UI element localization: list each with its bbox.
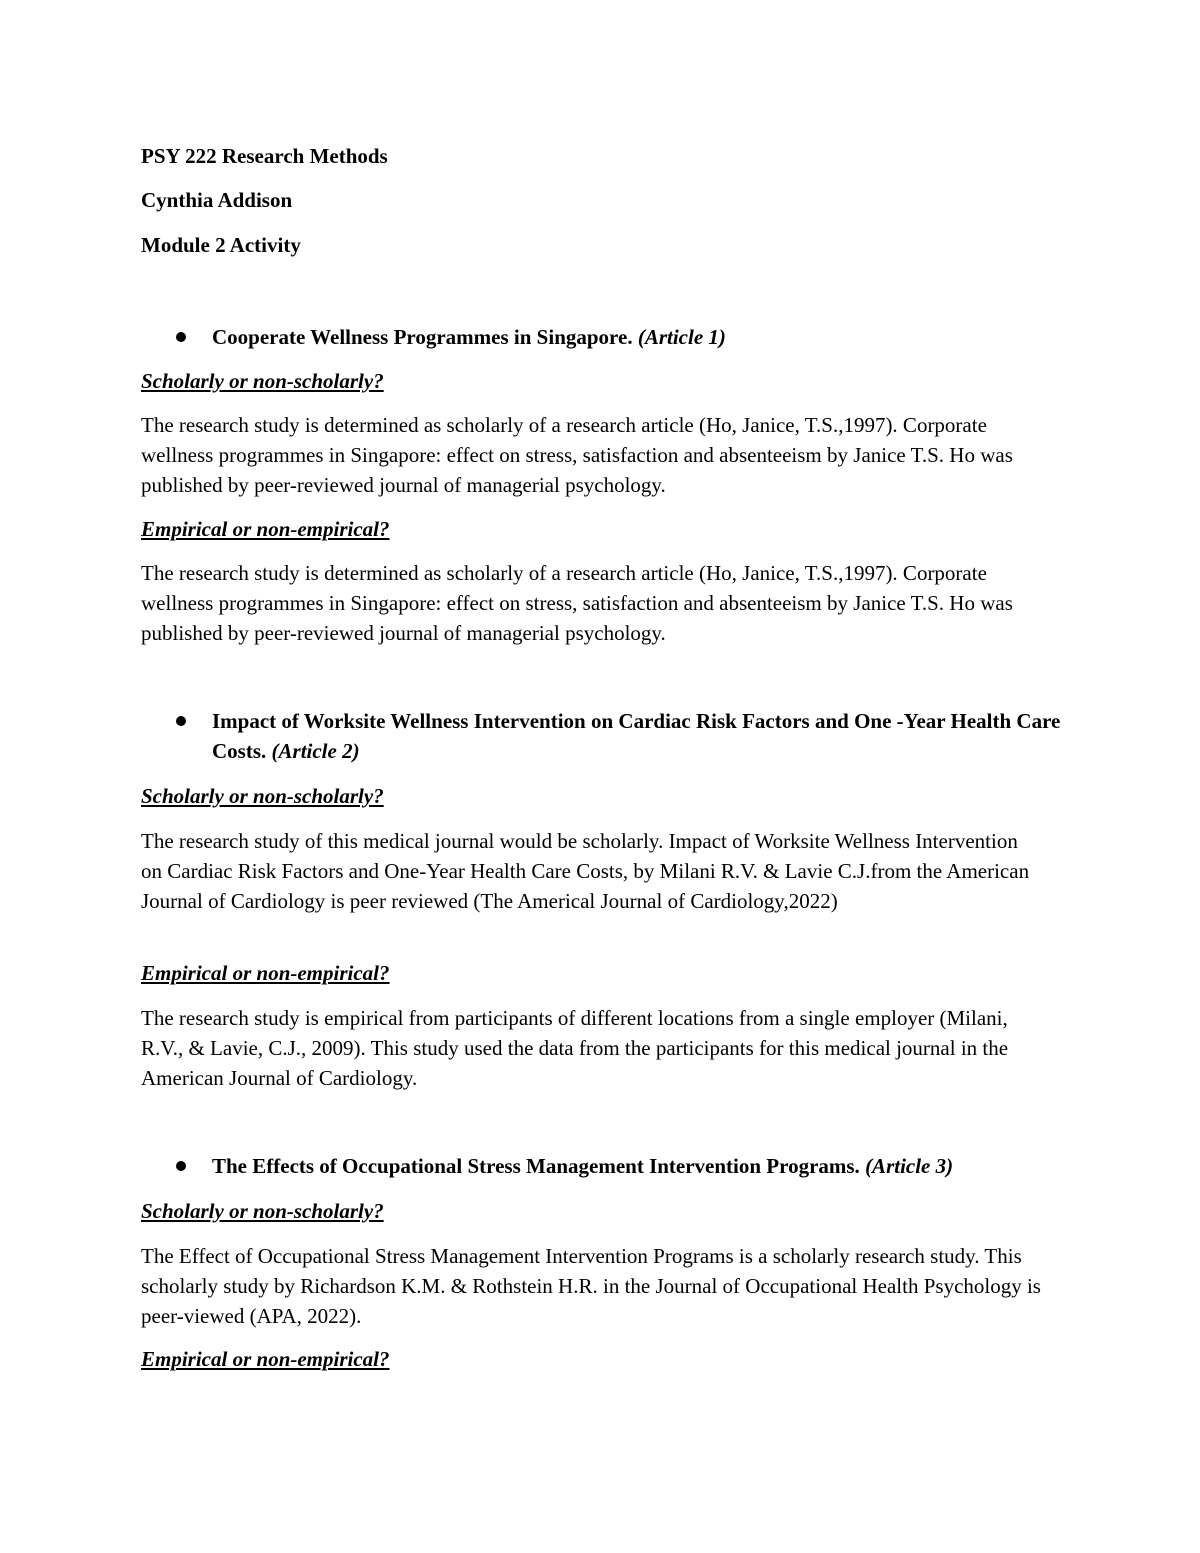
article-3-title: The Effects of Occupational Stress Management Intervention Programs. (Article 3) (212, 1154, 954, 1178)
article-1-title: Cooperate Wellness Programmes in Singapore. (Article 1) (212, 325, 726, 349)
article-1-scholarly-answer: The research study is determined as scholarly of a research article (Ho, Janice, T.S.,1997). Corporate wellness programmes in Singapore: effect on stress, satisfaction and absenteeism by Janice T.S. Ho was published by peer-reviewed journal of managerial psychology. (141, 413, 1013, 497)
article-3-scholarly-question: Scholarly or non-scholarly? (141, 1199, 384, 1223)
article-3-ref: (Article 3) (865, 1154, 954, 1178)
article-2-empirical-question: Empirical or non-empirical? (141, 961, 390, 985)
article-2-scholarly-question: Scholarly or non-scholarly? (141, 784, 384, 808)
author-name: Cynthia Addison (141, 188, 293, 212)
bullet-icon (176, 332, 186, 342)
course-title: PSY 222 Research Methods (141, 144, 388, 168)
article-1-empirical-answer: The research study is determined as scholarly of a research article (Ho, Janice, T.S.,1997). Corporate wellness programmes in Singapore: effect on stress, satisfaction and absenteeism by Janice T.S. Ho was published by peer-reviewed journal of managerial psychology. (141, 561, 1013, 645)
article-2-scholarly-answer: The research study of this medical journal would be scholarly. Impact of Worksite Wellness Intervention on Cardiac Risk Factors and One-Year Health Care Costs, by Milani R.V. & Lavie C.J.from the American Journal of Cardiology is peer reviewed (The Americal Journal of Cardiology,2022) (141, 829, 1030, 913)
bullet-icon (176, 1161, 186, 1171)
article-1-scholarly-question: Scholarly or non-scholarly? (141, 369, 384, 393)
bullet-icon (176, 716, 186, 726)
article-1-ref: (Article 1) (637, 325, 726, 349)
article-1-empirical-question: Empirical or non-empirical? (141, 517, 390, 541)
article-3-empirical-question: Empirical or non-empirical? (141, 1347, 390, 1371)
article-2-empirical-answer: The research study is empirical from participants of different locations from a single employer (Milani, R.V., & Lavie, C.J., 2009). This study used the data from the participants for this medical journal in the American Journal of Cardiology. (141, 1006, 1009, 1090)
article-2-title: Impact of Worksite Wellness Intervention on Cardiac Risk Factors and One -Year Health Care Costs. (Article 2) (212, 709, 1061, 763)
article-2-ref: (Article 2) (271, 739, 360, 763)
assignment-title: Module 2 Activity (141, 233, 301, 257)
article-3-scholarly-answer: The Effect of Occupational Stress Management Intervention Programs is a scholarly research study. This scholarly study by Richardson K.M. & Rothstein H.R. in the Journal of Occupational Health Psychology is peer-viewed (APA, 2022). (141, 1244, 1041, 1328)
